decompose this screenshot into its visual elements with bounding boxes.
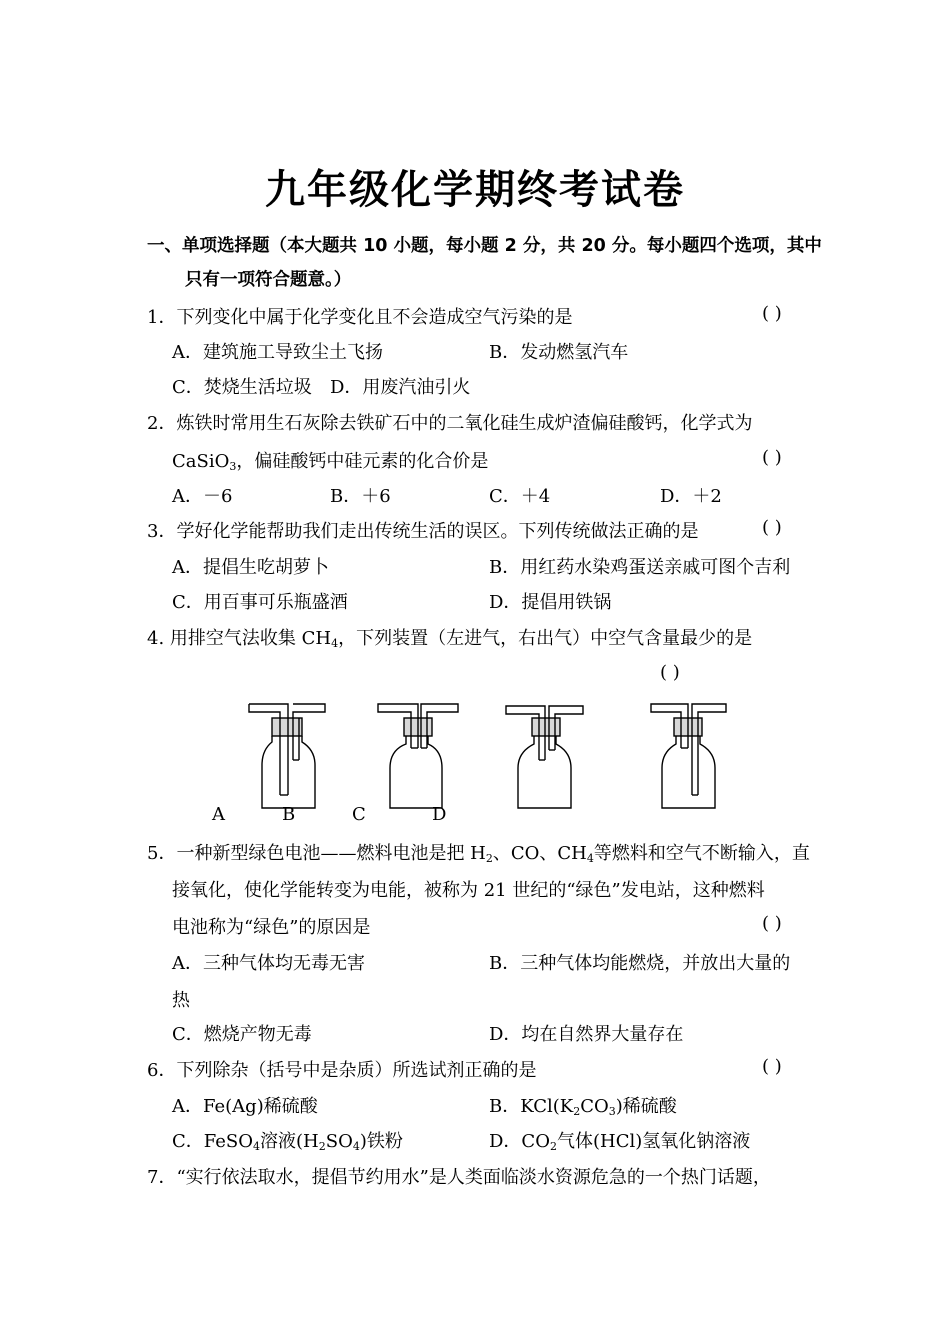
q1-answer-paren: ( ) [762,303,782,324]
q5-option-c: C．燃烧产物无毒 [172,1024,312,1045]
q5-option-b-cont: 热 [172,990,190,1011]
section-heading: 一、单项选择题（本大题共 10 小题，每小题 2 分，共 20 分。每小题四个选项，其中 [147,236,822,256]
q3-option-a: A．提倡生吃胡萝卜 [172,557,329,578]
q6-answer-paren: ( ) [762,1056,782,1077]
q2-stem-cont: CaSiO$_3$，偏硅酸钙中硅元素的化合价是 [172,451,489,473]
q2-stem: 2．炼铁时常用生石灰除去铁矿石中的二氧化硅生成炉渣偏硅酸钙，化学式为 [147,413,753,434]
q4-stem: 4. 用排空气法收集 $CH_4$，下列装置（左进气，右出气）中空气含量最少的是 [147,628,753,650]
figure-label-d: D [432,804,447,825]
q5-answer-paren: ( ) [762,913,782,934]
q2-option-a: A．－6 [172,486,233,507]
q3-option-d: D．提倡用铁锅 [489,592,612,613]
figure-label-a: A [212,804,225,825]
q3-option-c: C．用百事可乐瓶盛酒 [172,592,348,613]
q2-answer-paren: ( ) [762,447,782,468]
page-title: 九年级化学期终考试卷 [265,167,685,213]
bottle-a [249,704,325,808]
q6-stem: 6．下列除杂（括号中是杂质）所选试剂正确的是 [147,1060,537,1081]
q1-option-c: C．焚烧生活垃圾 [172,377,312,398]
q2-option-d: D．＋2 [660,486,722,507]
q6-option-d: D．$CO_2$气体(HCl)氢氧化钠溶液 [489,1131,751,1153]
q5-option-a: A．三种气体均无毒无害 [172,953,365,974]
bottle-d [651,704,726,808]
q6-option-a: A．Fe(Ag)稀硫酸 [172,1096,318,1117]
figure-label-b: B [282,804,296,825]
q5-stem-cont: 接氧化，使化学能转变为电能，被称为 21 世纪的“绿色”发电站，这种燃料 [172,880,765,901]
q5-stem-cont2: 电池称为“绿色”的原因是 [172,917,371,938]
figure-label-c: C [352,804,366,825]
q5-option-d: D．均在自然界大量存在 [489,1024,684,1045]
q1-option-d: D．用废汽油引火 [330,377,471,398]
q3-stem: 3．学好化学能帮助我们走出传统生活的误区。下列传统做法正确的是 [147,521,699,542]
q6-option-b: B．$KCl(K_2CO_3)$稀硫酸 [489,1096,677,1118]
bottle-c [506,706,583,808]
q3-answer-paren: ( ) [762,517,782,538]
q1-option-b: B．发动燃氢汽车 [489,342,629,363]
section-heading-cont: 只有一项符合题意。） [185,270,352,290]
q2-option-b: B．＋6 [330,486,391,507]
q1-stem: 1．下列变化中属于化学变化且不会造成空气污染的是 [147,307,573,328]
q5-stem: 5．一种新型绿色电池——燃料电池是把 $H_2$、CO、$CH_4$等燃料和空气不断输入，直 [147,843,810,865]
bottle-b [378,704,458,808]
q3-option-b: B．用红药水染鸡蛋送亲戚可图个吉利 [489,557,791,578]
q7-stem: 7．“实行依法取水，提倡节约用水”是人类面临淡水资源危急的一个热门话题， [147,1167,771,1188]
q2-option-c: C．＋4 [489,486,551,507]
q5-option-b: B．三种气体均能燃烧，并放出大量的 [489,953,791,974]
q4-answer-paren: ( ) [660,662,680,683]
q1-option-a: A．建筑施工导致尘土飞扬 [172,342,383,363]
q6-option-c: C．FeSO$_4$溶液$(H_2SO_4)$铁粉 [172,1131,403,1153]
